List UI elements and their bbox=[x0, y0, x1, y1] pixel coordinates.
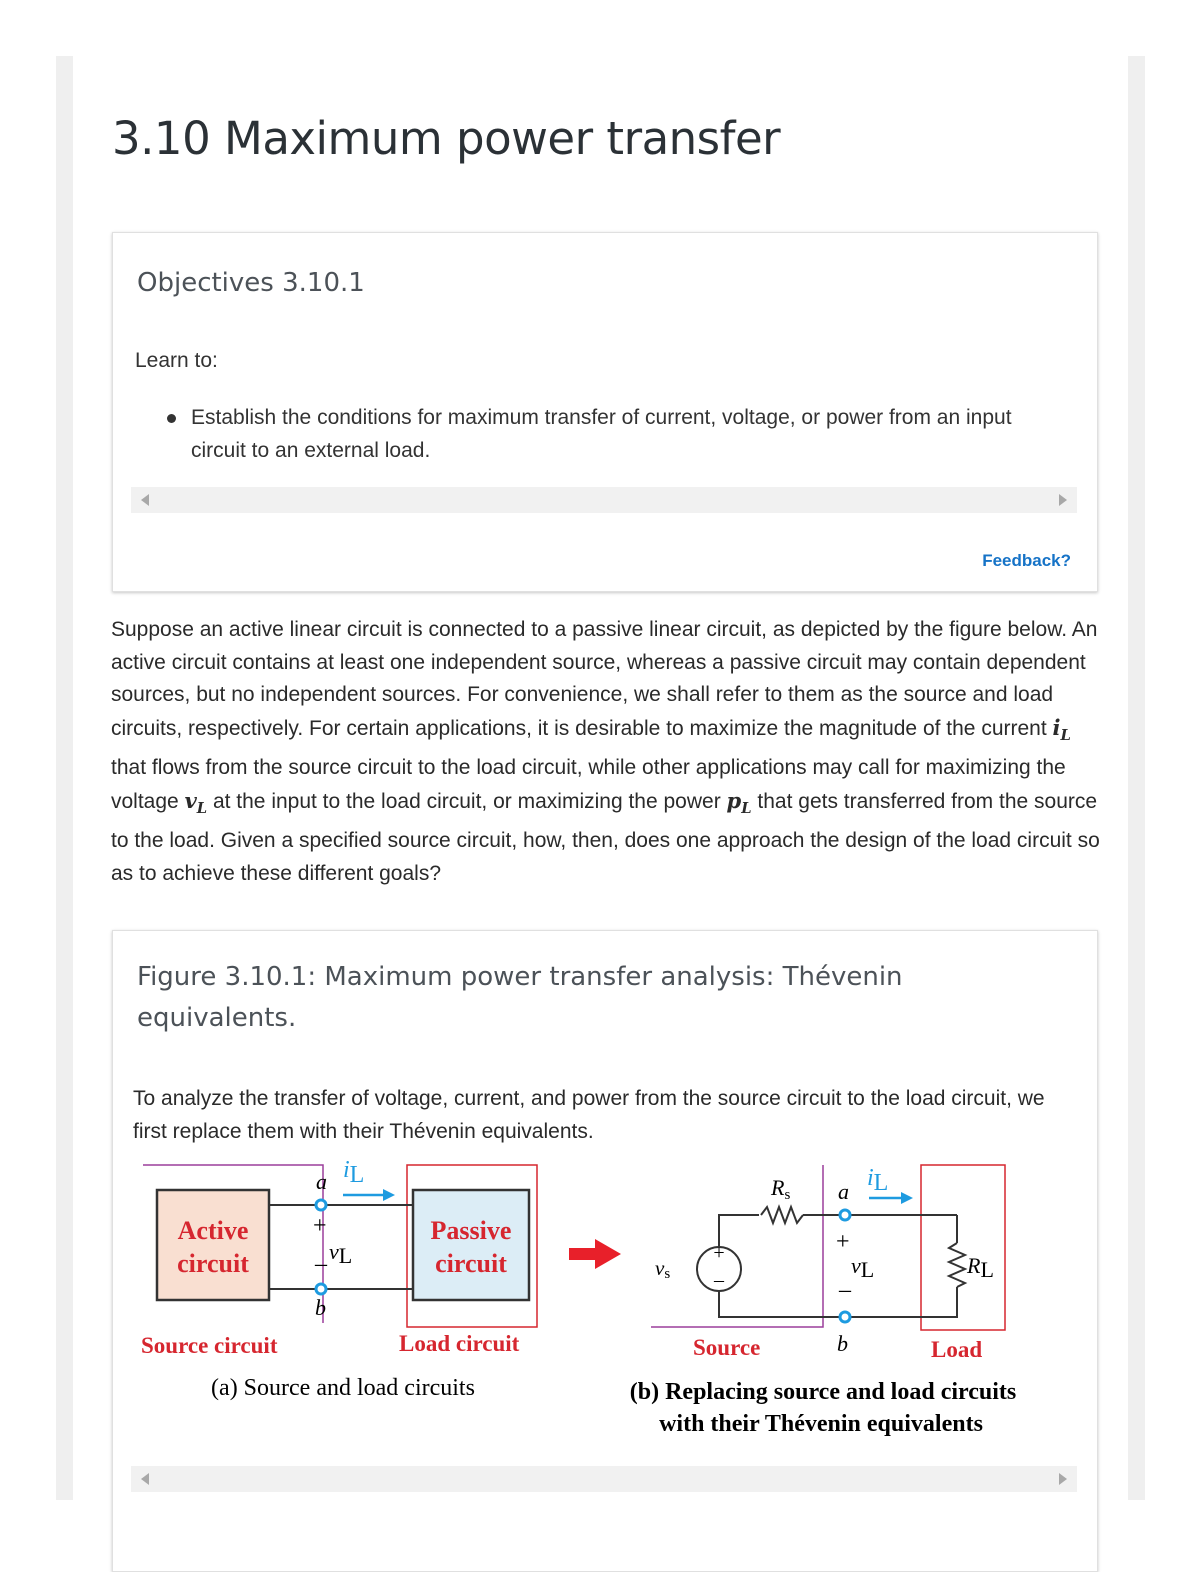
scroll-right-icon[interactable] bbox=[1059, 494, 1067, 506]
intro-paragraph bbox=[111, 614, 1101, 890]
minus-sign-b: – bbox=[839, 1277, 851, 1303]
objectives-card bbox=[112, 232, 1098, 592]
source-minus: – bbox=[714, 1269, 724, 1291]
il-label-a: iL bbox=[343, 1157, 365, 1188]
objectives-list bbox=[191, 401, 1051, 467]
source-circuit-label: Source circuit bbox=[141, 1333, 278, 1358]
thevenin-diagram bbox=[133, 1155, 1077, 1455]
intro-text-3: at the input to the load circuit, or maximizing the power bbox=[212, 789, 721, 813]
plus-sign-b: + bbox=[836, 1229, 850, 1255]
transform-arrow-shaft bbox=[569, 1248, 597, 1260]
current-arrowhead-b bbox=[901, 1192, 913, 1204]
scroll-right-icon[interactable] bbox=[1059, 1473, 1067, 1485]
rs-label: Rs bbox=[771, 1175, 791, 1203]
figure-scrollbar[interactable] bbox=[131, 1466, 1077, 1492]
vs-label: vs bbox=[655, 1256, 671, 1282]
source-plus: + bbox=[713, 1242, 725, 1264]
active-label-2: circuit bbox=[177, 1249, 249, 1278]
current-arrowhead bbox=[383, 1189, 395, 1201]
load-label: Load bbox=[931, 1337, 983, 1362]
il-label-b: iL bbox=[867, 1165, 889, 1196]
feedback-link[interactable]: Feedback? bbox=[982, 551, 1071, 570]
source-equivalent-outline bbox=[651, 1165, 823, 1327]
vl-label-a: vL bbox=[329, 1239, 353, 1268]
figure-heading: Figure 3.10.1: Maximum power transfer analysis: Thévenin equivalents. bbox=[137, 962, 903, 1033]
caption-a: (a) Source and load circuits bbox=[211, 1375, 475, 1401]
intro-text-4: that gets transferred from the source to the load. Given a specified source circuit, how, then, does one approach the design of the load circuit so as to achieve these different goals? bbox=[111, 789, 1100, 885]
active-circuit-block bbox=[157, 1190, 269, 1300]
passive-label-1: Passive bbox=[430, 1216, 512, 1245]
intro-text-1: Suppose an active linear circuit is connected to a passive linear circuit, as depicted by the figure below. An active circuit contains at least one independent source, whereas a passive circuit may contain dependent sources, but no independent sources. For convenience, we shall refer to them as the source and load circuits, respectively. For certain applications, it is desirable to maximize the magnitude of the current bbox=[111, 618, 1098, 740]
node-b-label: b bbox=[315, 1295, 326, 1320]
figure-card bbox=[112, 930, 1098, 1572]
figure-description: To analyze the transfer of voltage, current, and power from the source circuit to the load circuit, we first replace them with their Thévenin equivalents. bbox=[133, 1087, 1045, 1143]
right-gutter bbox=[1128, 56, 1145, 1500]
page-title: 3.10 Maximum power transfer bbox=[112, 112, 781, 165]
minus-sign-a: – bbox=[315, 1251, 327, 1277]
power-variable: $p_L$ bbox=[726, 787, 752, 817]
load-resistor bbox=[949, 1243, 965, 1287]
node-b-label-b: b bbox=[837, 1331, 848, 1356]
load-circuit-label: Load circuit bbox=[399, 1331, 520, 1356]
voltage-variable: $v_L$ bbox=[184, 787, 208, 817]
terminal-a bbox=[316, 1200, 326, 1210]
intro-text-2: that flows from the source circuit to the load circuit, while other applications may call for maximizing the voltage bbox=[111, 756, 1066, 813]
terminal-b-b bbox=[840, 1312, 850, 1322]
objectives-scrollbar[interactable] bbox=[131, 487, 1077, 513]
active-label-1: Active bbox=[177, 1216, 249, 1245]
scroll-left-icon[interactable] bbox=[141, 1473, 149, 1485]
objective-item: Establish the conditions for maximum transfer of current, voltage, or power from an input circuit to an external load. bbox=[191, 401, 1051, 467]
passive-circuit-block bbox=[413, 1190, 529, 1300]
vl-label-b: vL bbox=[851, 1253, 875, 1282]
load-equivalent-outline bbox=[921, 1165, 1005, 1330]
scroll-left-icon[interactable] bbox=[141, 494, 149, 506]
terminal-b bbox=[316, 1284, 326, 1294]
rl-label: RL bbox=[967, 1253, 994, 1282]
passive-label-2: circuit bbox=[435, 1249, 507, 1278]
plus-sign-a: + bbox=[313, 1213, 327, 1239]
transform-arrow-icon bbox=[595, 1239, 621, 1269]
left-gutter bbox=[56, 56, 73, 1500]
caption-b-line-2: with their Thévenin equivalents bbox=[659, 1411, 983, 1437]
source-resistor bbox=[761, 1207, 803, 1223]
source-label: Source bbox=[693, 1335, 761, 1360]
caption-b-line-1: (b) Replacing source and load circuits bbox=[629, 1379, 1017, 1405]
terminal-a-b bbox=[840, 1210, 850, 1220]
learn-label: Learn to: bbox=[135, 349, 218, 372]
node-a-label: a bbox=[316, 1169, 327, 1194]
node-a-label-b: a bbox=[838, 1179, 849, 1204]
objectives-heading: Objectives 3.10.1 bbox=[137, 268, 365, 298]
current-variable: $i_L$ bbox=[1052, 714, 1071, 744]
